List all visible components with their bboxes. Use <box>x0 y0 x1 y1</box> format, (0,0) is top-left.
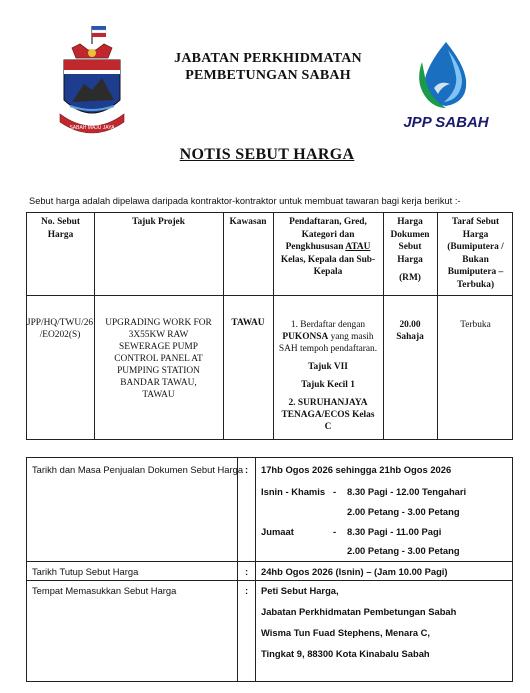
header-project: Tajuk Projek <box>132 217 185 227</box>
submit-line4: Tingkat 9, 88300 Kota Kinabalu Sabah <box>261 648 430 659</box>
close-label: Tarikh Tutup Sebut Harga <box>32 566 139 577</box>
row-price: 20.00 Sahaja <box>396 320 424 342</box>
friday-slot2: 2.00 Petang - 3.00 Petang <box>347 545 460 556</box>
schedule-divider <box>237 458 238 681</box>
schedule-divider <box>255 458 256 681</box>
friday-slot1: 8.30 Pagi - 11.00 Pagi <box>347 526 442 537</box>
row-project-title: UPGRADING WORK FOR 3X55KW RAW SEWERAGE PUMP CONTROL PANEL AT PUMPING STATION BANDAR TAWAU, TAWAU <box>105 318 212 400</box>
department-title <box>148 50 388 84</box>
crest-motto: SABAH MAJU JAYA <box>69 125 115 131</box>
header-divider <box>27 295 512 296</box>
header-area: Kawasan <box>229 217 267 227</box>
schedule-table <box>26 457 513 682</box>
jpp-sabah-label: JPP SABAH <box>403 114 489 131</box>
submit-line3: Wisma Tun Fuad Stephens, Menara C, <box>261 627 431 638</box>
intro-text: Sebut harga adalah dipelawa daripada kontraktor-kontraktor untuk membuat tawaran bagi kerja berikut :- <box>29 196 461 206</box>
header-registration: Pendaftaran, Gred, Kategori dan Pengkhususan ATAU Kelas, Kepala dan Sub- Kepala <box>280 217 376 277</box>
schedule-row-divider <box>27 580 512 581</box>
row-registration: 1. Berdaftar dengan PUKONSA yang masih SAH tempoh pendaftaran. Tajuk VII Tajuk Kecil 1 2. SURUHANJAYA TENAGA/ECOS Kelas C <box>278 320 378 432</box>
submit-line2: Jabatan Perkhidmatan Pembetungan Sabah <box>261 606 457 617</box>
department-line2: PEMBETUNGAN SABAH <box>185 68 351 83</box>
friday-label: Jumaat <box>261 526 294 537</box>
sale-colon: : <box>245 464 249 475</box>
quotation-table <box>26 212 513 440</box>
sabah-crest-logo <box>58 22 126 137</box>
close-value: 24hb Ogos 2026 (Isnin) – (Jam 10.00 Pagi) <box>261 566 448 577</box>
sale-label: Tarikh dan Masa Penjualan Dokumen Sebut Harga <box>32 464 244 475</box>
schedule-row-divider <box>27 561 512 562</box>
friday-dash: - <box>333 526 337 537</box>
row-quotation-no: JPP/HQ/TWU/26 /EO202(S) <box>26 318 94 340</box>
header-status: Taraf Sebut Harga (Bumiputera / Bukan Bumiputera – Terbuka) <box>447 217 504 290</box>
submit-colon: : <box>245 585 249 596</box>
header-price: Harga Dokumen Sebut Harga (RM) <box>390 217 430 283</box>
row-status: Terbuka <box>460 320 491 330</box>
close-colon: : <box>245 566 249 577</box>
sale-dates: 17hb Ogos 2026 sehingga 21hb Ogos 2026 <box>261 464 452 475</box>
weekday-dash: - <box>333 486 337 497</box>
notice-title: NOTIS SEBUT HARGA <box>179 146 355 163</box>
submit-label: Tempat Memasukkan Sebut Harga <box>32 585 177 596</box>
weekday-slot1: 8.30 Pagi - 12.00 Tengahari <box>347 486 467 497</box>
submit-line1: Peti Sebut Harga, <box>261 585 339 596</box>
weekday-slot2: 2.00 Petang - 3.00 Petang <box>347 506 460 517</box>
header-no: No. Sebut Harga <box>40 217 81 240</box>
department-line1: JABATAN PERKHIDMATAN <box>174 51 362 66</box>
jpp-water-drop-logo <box>412 40 476 110</box>
weekday-label: Isnin - Khamis <box>261 486 326 497</box>
row-area: TAWAU <box>231 318 265 328</box>
